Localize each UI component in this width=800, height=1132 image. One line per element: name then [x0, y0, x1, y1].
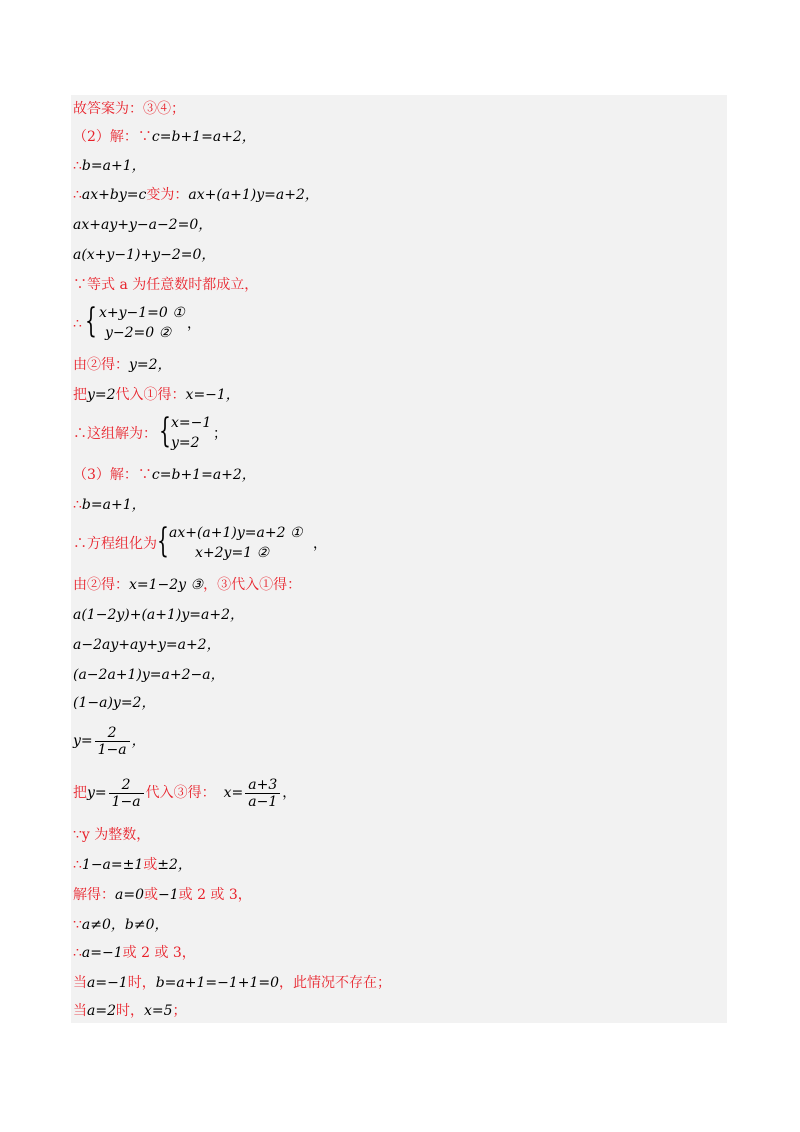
system-3: ∴方程组化为 { ax+(a+1)y=a+2 ① x+2y=1 ② ， — [73, 521, 327, 561]
arbitrary-a-line: ∵等式 a 为任意数时都成立， — [73, 277, 259, 293]
part3-start: （3）解：∵c=b+1=a+2， — [73, 467, 256, 483]
system-2: ∴这组解为： { x=−1 y=2 ； — [73, 411, 227, 451]
simplified-eq: (1−a)y=2， — [73, 695, 156, 711]
x-solution: 把y=2代入①得：x=−1， — [73, 387, 240, 403]
factored-equation: a(x+y−1)+y−2=0， — [73, 247, 216, 263]
part2-start: （2）解：∵c=b+1=a+2， — [73, 129, 256, 145]
fraction: $\frac{a+3}{a-1}$ — [245, 777, 280, 810]
substituted-eq: a(1−2y)+(a+1)y=a+2， — [73, 607, 244, 623]
case-a-2: 当a=2时，x=5； — [73, 1003, 187, 1019]
grouped-eq: (a−2a+1)y=a+2−a， — [73, 667, 225, 683]
b-equation-1: ∴b=a+1， — [73, 158, 146, 174]
y-solution: 由②得：y=2， — [73, 357, 172, 373]
left-brace: { — [85, 301, 97, 341]
a-valid-values: ∴a=−1或 2 或 3， — [73, 945, 196, 961]
fraction: $\frac{2}{1-a}$ — [109, 777, 144, 810]
system-1: ∴ { x+y−1=0 ① y−2=0 ② ， — [73, 301, 201, 341]
left-brace: { — [157, 521, 169, 561]
nonzero-condition: ∵a≠0，b≠0， — [73, 917, 169, 933]
x-expression: 由②得：x=1−2y ③，③代入①得： — [73, 577, 302, 593]
fraction: $\frac{2}{1-a}$ — [95, 725, 130, 758]
left-brace: { — [159, 411, 171, 451]
substitution-line: ∴ax+by=c变为：ax+(a+1)y=a+2， — [73, 187, 319, 203]
b-equation-2: ∴b=a+1， — [73, 497, 146, 513]
a-solutions: 解得：a=0或−1或 2 或 3， — [73, 887, 252, 903]
expanded-equation: ax+ay+y−a−2=0， — [73, 217, 213, 233]
y-fraction-line: y= $\frac{2}{1-a}$ ， — [73, 724, 146, 758]
therefore-symbol: ∴ — [73, 316, 82, 332]
divisor-line: ∴1−a=±1或±2， — [73, 857, 192, 873]
answer-line: 故答案为：③④； — [73, 101, 185, 117]
system-1-eq2: y−2=0 ② — [105, 325, 172, 341]
integer-condition: ∵y 为整数， — [73, 827, 151, 843]
expanded-eq-2: a−2ay+ay+y=a+2， — [73, 637, 221, 653]
case-a-neg1: 当a=−1时，b=a+1=−1+1=0，此情况不存在； — [73, 975, 392, 991]
system-1-eq1: x+y−1=0 ① — [99, 305, 185, 321]
x-fraction-line: 把y= $\frac{2}{1-a}$ 代入③得： x= $\frac{a+3}{a-1}$ ， — [73, 776, 297, 810]
